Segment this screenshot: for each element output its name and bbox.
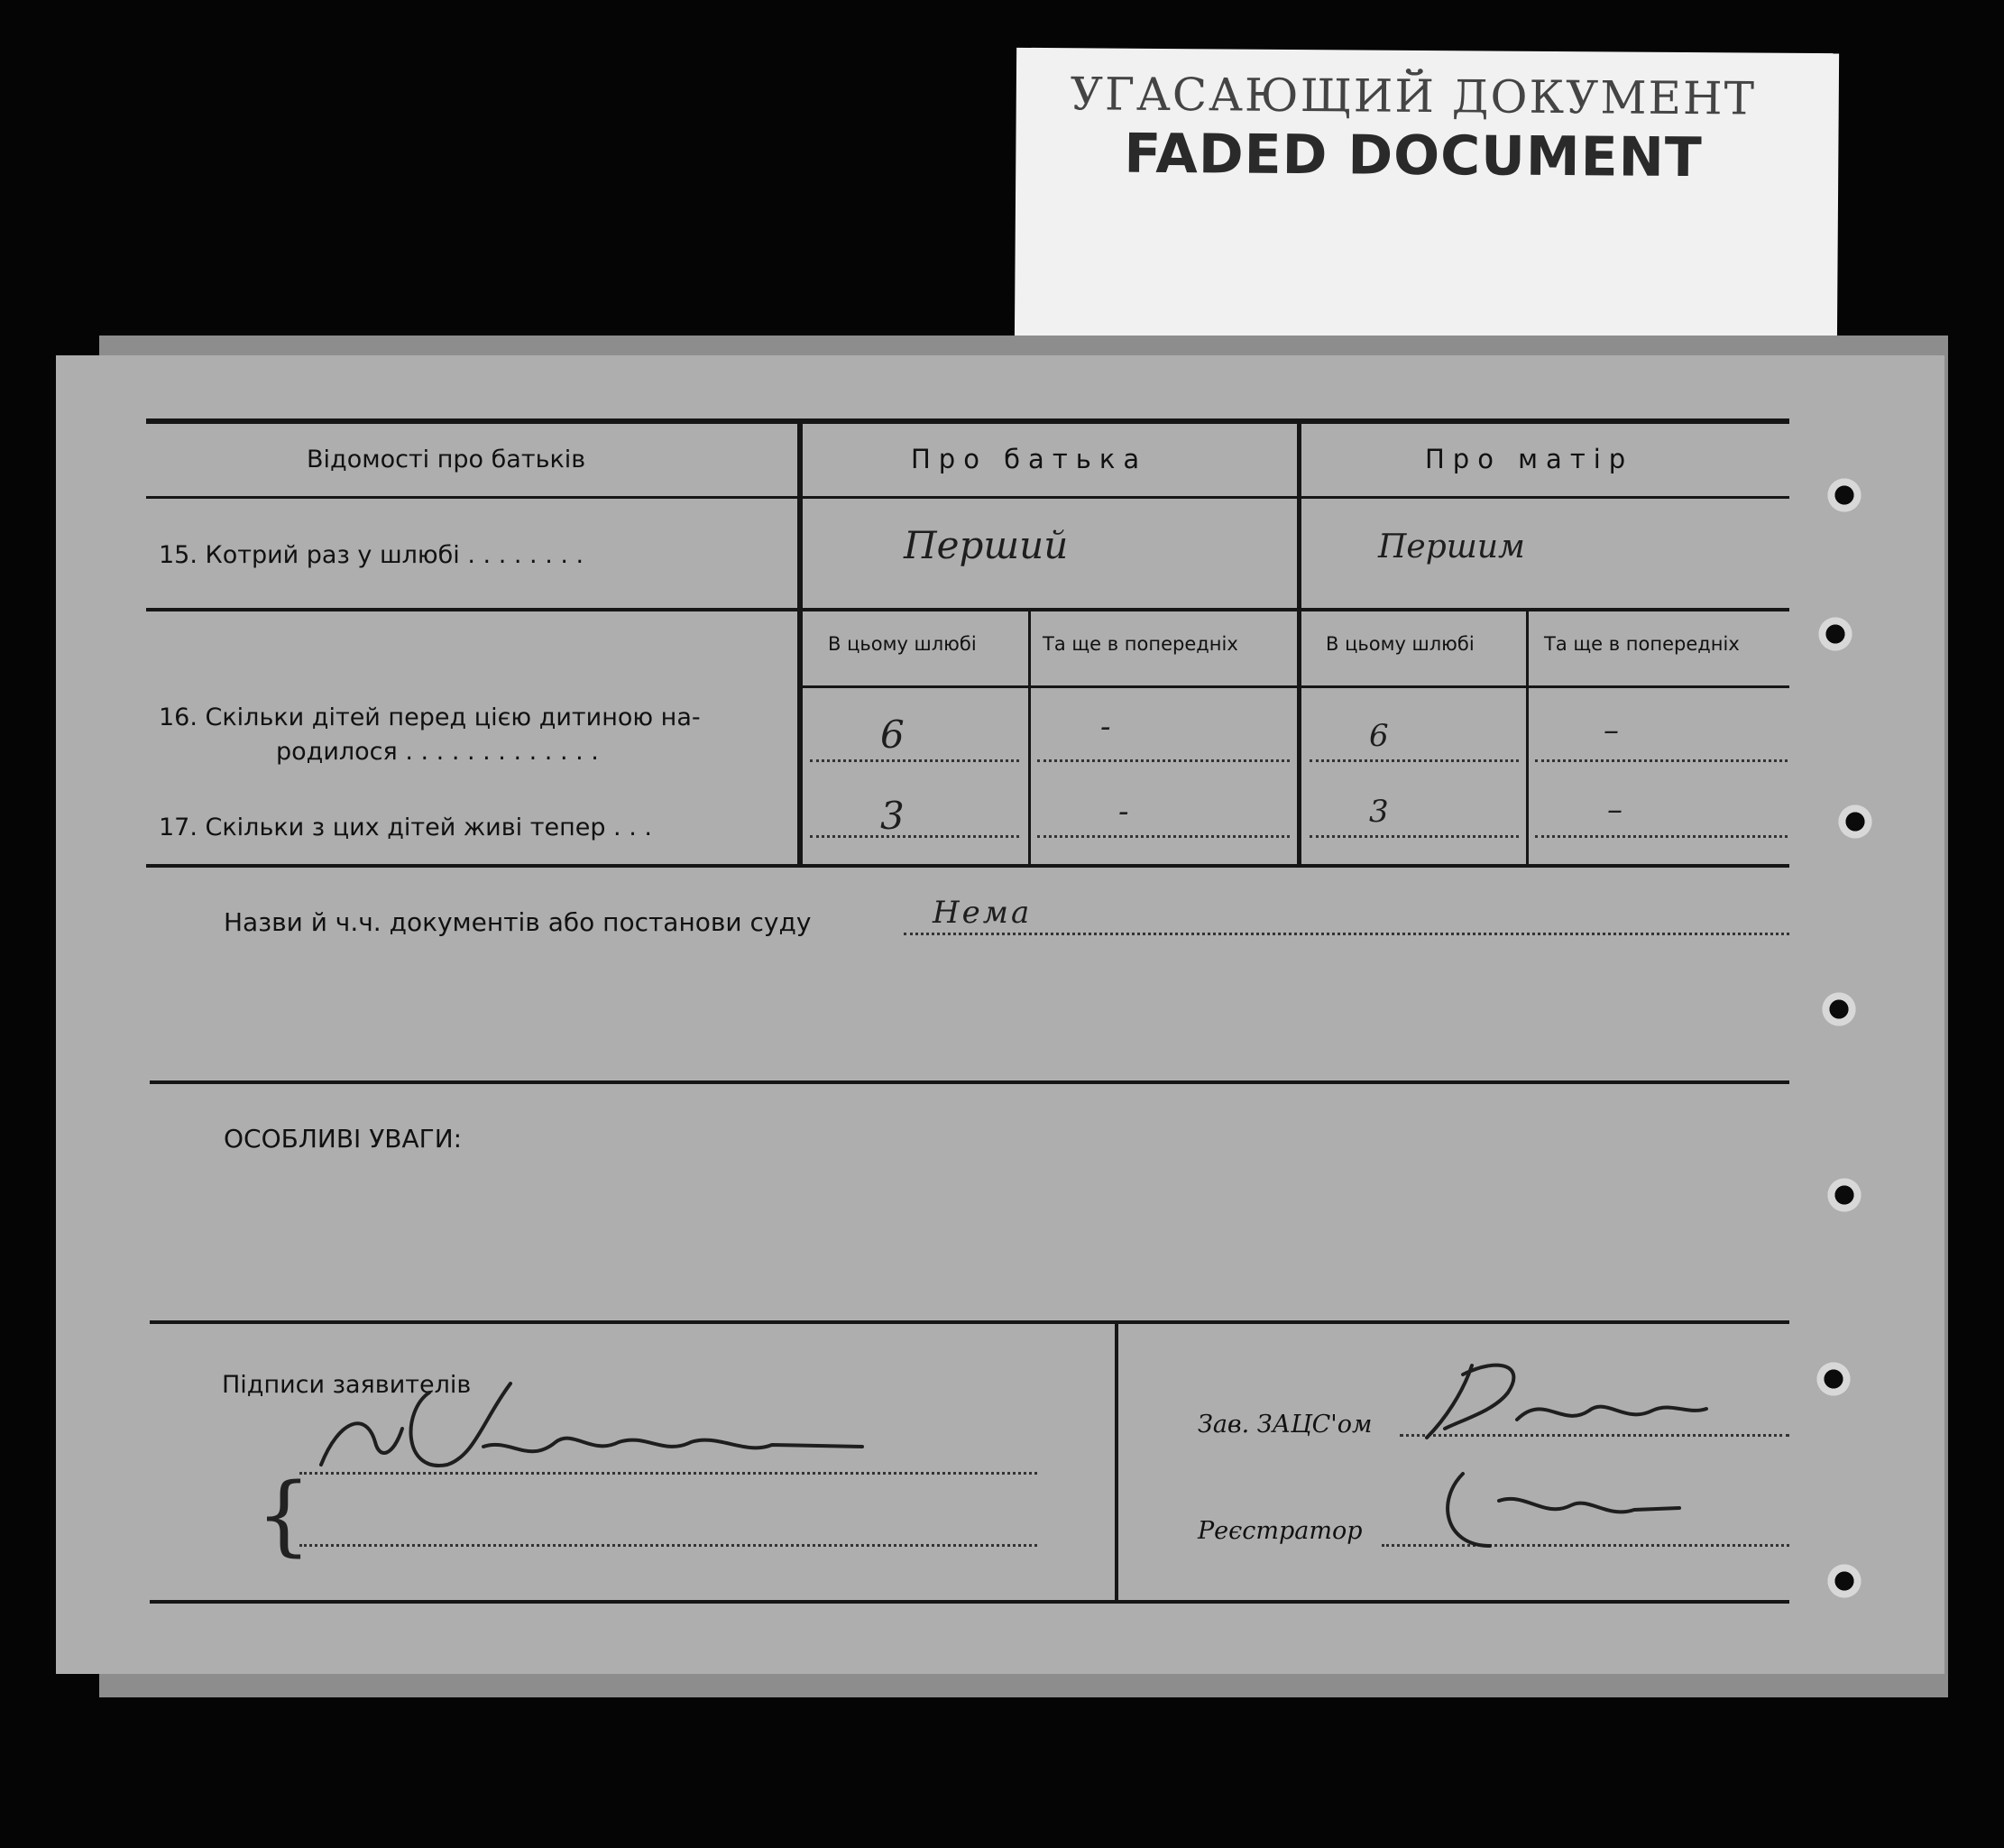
notes-label: ОСОБЛИВІ УВАГИ: bbox=[224, 1124, 463, 1154]
applicant-signature bbox=[303, 1356, 880, 1492]
row17-mother-prev-line bbox=[1535, 835, 1788, 838]
subheader-father-prev: Та ще в попередніх bbox=[1043, 633, 1238, 655]
subheader-mother-prev: Та ще в попередніх bbox=[1544, 633, 1740, 655]
row17-father-prev-value: - bbox=[1118, 794, 1129, 830]
punch-hole bbox=[1836, 803, 1874, 841]
header-about-mother: Про матір bbox=[1425, 444, 1634, 474]
col-mother-divider bbox=[1297, 424, 1301, 864]
subheader-father-this: В цьому шлюбі bbox=[828, 633, 977, 655]
header-parents-info: Відомості про батьків bbox=[307, 446, 586, 473]
row16-father-prev-value: - bbox=[1100, 709, 1111, 745]
punch-hole bbox=[1815, 1360, 1852, 1398]
registrar-label: Реєстратор bbox=[1198, 1517, 1363, 1545]
row16-mother-this-value: 6 bbox=[1369, 718, 1389, 754]
row15-mother-value: Першим bbox=[1378, 529, 1525, 565]
row16-mother-prev-value: – bbox=[1604, 713, 1619, 749]
card-bottom-rule bbox=[150, 1600, 1789, 1604]
punch-hole bbox=[1816, 615, 1854, 653]
row15-label: 15. Котрий раз у шлюбі . . . . . . . . bbox=[159, 541, 584, 569]
row17-label: 17. Скільки з цих дітей живі тепер . . . bbox=[159, 814, 652, 841]
row15-father-value: Перший bbox=[904, 523, 1069, 567]
notes-bottom-rule bbox=[150, 1320, 1789, 1324]
head-zags-label: Зав. ЗАЦС'ом bbox=[1198, 1411, 1373, 1439]
documents-line bbox=[904, 933, 1789, 935]
col-father-divider bbox=[797, 424, 803, 864]
row17-mother-this-line bbox=[1310, 835, 1519, 838]
row16-father-this-line bbox=[810, 759, 1019, 762]
applicants-signature-label: Підписи заявителів bbox=[222, 1371, 472, 1399]
signature-divider bbox=[1115, 1324, 1118, 1600]
punch-hole bbox=[1820, 990, 1858, 1028]
documents-bottom-rule bbox=[150, 1080, 1789, 1084]
row17-mother-prev-value: – bbox=[1607, 792, 1623, 828]
tag-line-2: FADED DOCUMENT bbox=[1124, 122, 1703, 190]
punch-hole bbox=[1825, 1562, 1863, 1600]
row15-bottom-rule bbox=[146, 608, 1789, 611]
row17-father-this-line bbox=[810, 835, 1019, 838]
head-zags-signature bbox=[1409, 1338, 1788, 1573]
row17-father-this-value: 3 bbox=[880, 794, 905, 838]
row17-father-prev-line bbox=[1037, 835, 1290, 838]
row17-mother-this-value: 3 bbox=[1369, 794, 1389, 830]
table-bottom-rule bbox=[146, 864, 1789, 868]
subheader-bottom-rule bbox=[803, 685, 1789, 688]
applicant-signature-line-2 bbox=[299, 1544, 1037, 1547]
record-card bbox=[56, 355, 1944, 1674]
row16-label-line2: родилося . . . . . . . . . . . . . bbox=[276, 738, 599, 766]
subheader-mother-this: В цьому шлюбі bbox=[1326, 633, 1475, 655]
applicants-brace: { bbox=[256, 1465, 312, 1566]
header-bottom-rule bbox=[146, 496, 1789, 499]
row16-label-line1: 16. Скільки дітей перед цією дитиною на- bbox=[159, 703, 701, 731]
tag-line-1: УГАСАЮЩИЙ ДОКУМЕНТ bbox=[1070, 68, 1757, 125]
row16-mother-prev-line bbox=[1535, 759, 1788, 762]
col-mother-prev-divider bbox=[1526, 611, 1529, 864]
row16-father-this-value: 6 bbox=[880, 713, 905, 757]
row16-father-prev-line bbox=[1037, 759, 1290, 762]
punch-hole bbox=[1825, 476, 1863, 514]
documents-label: Назви й ч.ч. документів або постанови суду bbox=[224, 907, 812, 937]
header-about-father: Про батька bbox=[911, 444, 1148, 474]
table-top-rule bbox=[146, 418, 1789, 424]
col-father-prev-divider bbox=[1028, 611, 1031, 864]
punch-hole bbox=[1825, 1176, 1863, 1214]
faded-document-tag bbox=[1015, 48, 1839, 351]
row16-mother-this-line bbox=[1310, 759, 1519, 762]
documents-value: Нема bbox=[933, 895, 1033, 931]
